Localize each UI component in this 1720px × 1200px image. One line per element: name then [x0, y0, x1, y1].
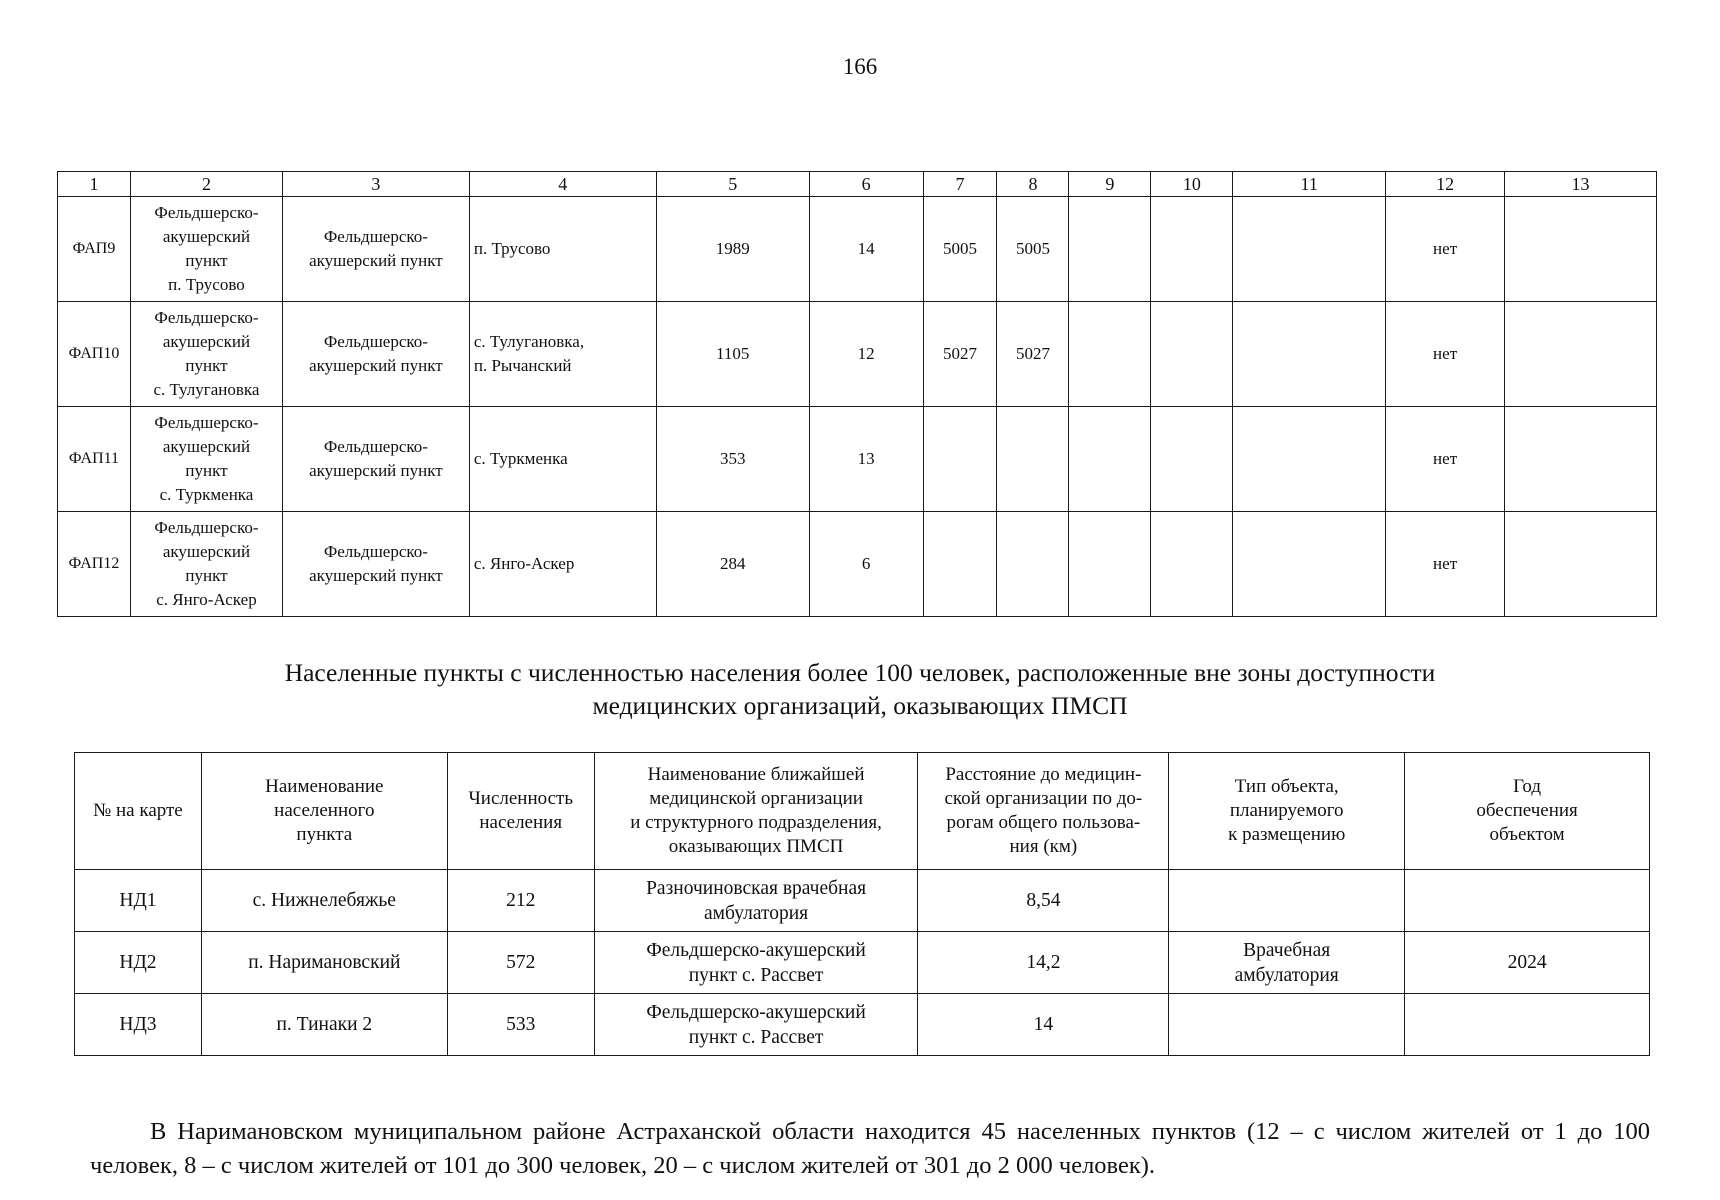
- cell-col9: [1069, 302, 1151, 407]
- column-header-line: объектом: [1489, 824, 1565, 845]
- column-header-line: медицинской организации: [649, 788, 863, 809]
- cell-col7: [923, 512, 997, 617]
- served-localities: [469, 302, 656, 407]
- provision-year: 2024: [1405, 932, 1650, 994]
- facility-type-line: акушерский пункт: [309, 566, 443, 585]
- nearest-organization: [594, 994, 918, 1056]
- served-localities: [469, 407, 656, 512]
- locality-line: с. Янго-Аскер: [473, 554, 575, 573]
- cell-col13: [1505, 302, 1657, 407]
- facility-name-line: пункт: [185, 461, 228, 480]
- cell-col7: 5027: [923, 302, 997, 407]
- cell-col5: 353: [656, 407, 809, 512]
- object-type: [1169, 870, 1405, 932]
- nearest-organization-line: Фельдшерско-акушерский: [646, 1001, 866, 1023]
- column-header-line: Тип объекта,: [1234, 776, 1339, 797]
- facility-type-line: Фельдшерско-: [323, 542, 428, 561]
- column-header-year: [1405, 753, 1650, 870]
- served-localities: [469, 512, 656, 617]
- facility-name-line: акушерский: [162, 542, 251, 561]
- facility-code: ФАП9: [58, 197, 131, 302]
- facility-name-line: Фельдшерско-: [154, 413, 259, 432]
- column-number: 1: [58, 172, 131, 197]
- nearest-organization: [594, 932, 918, 994]
- population: 572: [447, 932, 594, 994]
- facility-name-line: акушерский: [162, 227, 251, 246]
- map-number: НД1: [75, 870, 202, 932]
- column-header-nearest-organization: [594, 753, 918, 870]
- facility-name-line: Фельдшерско-: [154, 308, 259, 327]
- column-header-line: планируемого: [1229, 800, 1344, 821]
- cell-col7: 5005: [923, 197, 997, 302]
- cell-col6: 14: [809, 197, 923, 302]
- facility-type-line: Фельдшерско-: [323, 332, 428, 351]
- settlements-table: [74, 752, 1650, 1056]
- facility-type-line: Фельдшерско-: [323, 437, 428, 456]
- page-number: 166: [842, 54, 878, 79]
- column-number: 6: [809, 172, 923, 197]
- column-header-line: Наименование: [265, 776, 384, 797]
- facility-name: [130, 302, 282, 407]
- column-header-line: Наименование ближайшей: [647, 764, 865, 785]
- cell-col5: 1105: [656, 302, 809, 407]
- population: 533: [447, 994, 594, 1056]
- cell-col6: 6: [809, 512, 923, 617]
- nearest-organization-line: пункт с. Рассвет: [688, 1026, 824, 1048]
- column-header-line: Численность: [468, 788, 574, 809]
- population: 212: [447, 870, 594, 932]
- nearest-organization-line: Разночиновская врачебная: [646, 877, 867, 899]
- cell-col12: нет: [1386, 302, 1505, 407]
- column-header-line: к размещению: [1228, 824, 1346, 845]
- cell-col12: нет: [1386, 512, 1505, 617]
- facility-type-line: Фельдшерско-: [323, 227, 428, 246]
- column-number: 2: [130, 172, 282, 197]
- facility-name-line: пункт: [185, 251, 228, 270]
- cell-col12: нет: [1386, 197, 1505, 302]
- summary-paragraph: В Наримановском муниципальном районе Астраханской области находится 45 населенных пунктов (12 – с числом жителей от 1 до 100 человек, 8 – с числом жителей от 101 до 300 человек, 20 – с числом жителей от 301 до 2 000 человек).: [90, 1117, 1650, 1179]
- cell-col8: [997, 512, 1069, 617]
- map-number: НД3: [75, 994, 202, 1056]
- facility-type-line: акушерский пункт: [309, 251, 443, 270]
- facility-name-line: с. Янго-Аскер: [156, 590, 257, 609]
- cell-col9: [1069, 512, 1151, 617]
- served-localities: [469, 197, 656, 302]
- distance-km: 14: [918, 994, 1169, 1056]
- provision-year: [1405, 994, 1650, 1056]
- cell-col5: 1989: [656, 197, 809, 302]
- table-row: [58, 512, 1657, 617]
- column-header-line: пункта: [296, 824, 353, 845]
- locality-line: с. Туркменка: [473, 449, 568, 468]
- cell-col12: нет: [1386, 407, 1505, 512]
- facility-type: [282, 407, 469, 512]
- column-header-line: населения: [479, 812, 563, 833]
- cell-col10: [1151, 512, 1233, 617]
- facility-name-line: акушерский: [162, 332, 251, 351]
- column-header-distance: [918, 753, 1169, 870]
- column-number: 5: [656, 172, 809, 197]
- facility-name-line: с. Туркменка: [159, 485, 254, 504]
- column-header-line: и структурного подразделения,: [630, 812, 882, 833]
- cell-col11: [1233, 512, 1386, 617]
- cell-col13: [1505, 407, 1657, 512]
- table-row: [58, 407, 1657, 512]
- facility-code: ФАП12: [58, 512, 131, 617]
- nearest-organization-line: Фельдшерско-акушерский: [646, 939, 866, 961]
- distance-km: 8,54: [918, 870, 1169, 932]
- facility-name-line: пункт: [185, 356, 228, 375]
- facility-name-line: п. Трусово: [168, 275, 245, 294]
- column-header-object-type: [1169, 753, 1405, 870]
- cell-col8: 5027: [997, 302, 1069, 407]
- column-header-settlement: [201, 753, 447, 870]
- column-header-line: Расстояние до медицин-: [945, 764, 1142, 785]
- nearest-organization: [594, 870, 918, 932]
- cell-col9: [1069, 407, 1151, 512]
- facility-name-line: Фельдшерско-: [154, 203, 259, 222]
- cell-col10: [1151, 302, 1233, 407]
- facilities-header-row: [58, 172, 1657, 197]
- column-number: 4: [469, 172, 656, 197]
- column-header-population: [447, 753, 594, 870]
- column-number: 3: [282, 172, 469, 197]
- column-header-line: № на карте: [93, 800, 183, 821]
- facility-name-line: акушерский: [162, 437, 251, 456]
- cell-col11: [1233, 197, 1386, 302]
- cell-col11: [1233, 407, 1386, 512]
- column-number: 10: [1151, 172, 1233, 197]
- cell-col7: [923, 407, 997, 512]
- section-heading-line: медицинских организаций, оказывающих ПМСП: [592, 691, 1128, 720]
- cell-col6: 13: [809, 407, 923, 512]
- section-heading: [60, 656, 1660, 722]
- cell-col9: [1069, 197, 1151, 302]
- cell-col6: 12: [809, 302, 923, 407]
- settlement-name: с. Нижнелебяжье: [201, 870, 447, 932]
- cell-col11: [1233, 302, 1386, 407]
- settlements-header-row: [75, 753, 1650, 870]
- object-type-line: Врачебная: [1243, 939, 1331, 961]
- section-heading-line: Населенные пункты с численностью населения более 100 человек, расположенные вне зоны доступности: [284, 658, 1436, 687]
- column-header-line: рогам общего пользова-: [946, 812, 1141, 833]
- column-header-line: обеспечения: [1476, 800, 1578, 821]
- distance-km: 14,2: [918, 932, 1169, 994]
- settlement-name: п. Наримановский: [201, 932, 447, 994]
- object-type-line: амбулатория: [1234, 964, 1339, 986]
- facility-name-line: с. Тулугановка: [153, 380, 260, 399]
- column-header-map-number: [75, 753, 202, 870]
- settlement-name: п. Тинаки 2: [201, 994, 447, 1056]
- object-type: [1169, 994, 1405, 1056]
- column-header-line: ния (км): [1009, 836, 1078, 857]
- facility-type: [282, 302, 469, 407]
- column-number: 13: [1505, 172, 1657, 197]
- provision-year: [1405, 870, 1650, 932]
- cell-col8: [997, 407, 1069, 512]
- map-number: НД2: [75, 932, 202, 994]
- cell-col13: [1505, 512, 1657, 617]
- cell-col10: [1151, 407, 1233, 512]
- cell-col13: [1505, 197, 1657, 302]
- column-number: 8: [997, 172, 1069, 197]
- locality-line: п. Рычанский: [473, 356, 572, 375]
- facility-name: [130, 512, 282, 617]
- table-row: [75, 870, 1650, 932]
- cell-col5: 284: [656, 512, 809, 617]
- object-type: [1169, 932, 1405, 994]
- facility-name: [130, 407, 282, 512]
- facility-name-line: пункт: [185, 566, 228, 585]
- facility-type: [282, 512, 469, 617]
- facility-name-line: Фельдшерско-: [154, 518, 259, 537]
- facilities-table: [57, 171, 1657, 617]
- cell-col8: 5005: [997, 197, 1069, 302]
- column-header-line: ской организации по до-: [944, 788, 1143, 809]
- table-row: [75, 994, 1650, 1056]
- nearest-organization-line: амбулатория: [704, 902, 809, 924]
- facility-type: [282, 197, 469, 302]
- column-header-line: населенного: [274, 800, 375, 821]
- facility-type-line: акушерский пункт: [309, 356, 443, 375]
- column-number: 12: [1386, 172, 1505, 197]
- table-row: [58, 302, 1657, 407]
- table-row: [75, 932, 1650, 994]
- column-header-line: оказывающих ПМСП: [668, 836, 844, 857]
- column-number: 11: [1233, 172, 1386, 197]
- table-row: [58, 197, 1657, 302]
- column-number: 7: [923, 172, 997, 197]
- facility-type-line: акушерский пункт: [309, 461, 443, 480]
- facility-name: [130, 197, 282, 302]
- facility-code: ФАП11: [58, 407, 131, 512]
- column-number: 9: [1069, 172, 1151, 197]
- facility-code: ФАП10: [58, 302, 131, 407]
- locality-line: с. Тулугановка,: [473, 332, 585, 351]
- nearest-organization-line: пункт с. Рассвет: [688, 964, 824, 986]
- column-header-line: Год: [1513, 776, 1542, 797]
- cell-col10: [1151, 197, 1233, 302]
- locality-line: п. Трусово: [473, 239, 551, 258]
